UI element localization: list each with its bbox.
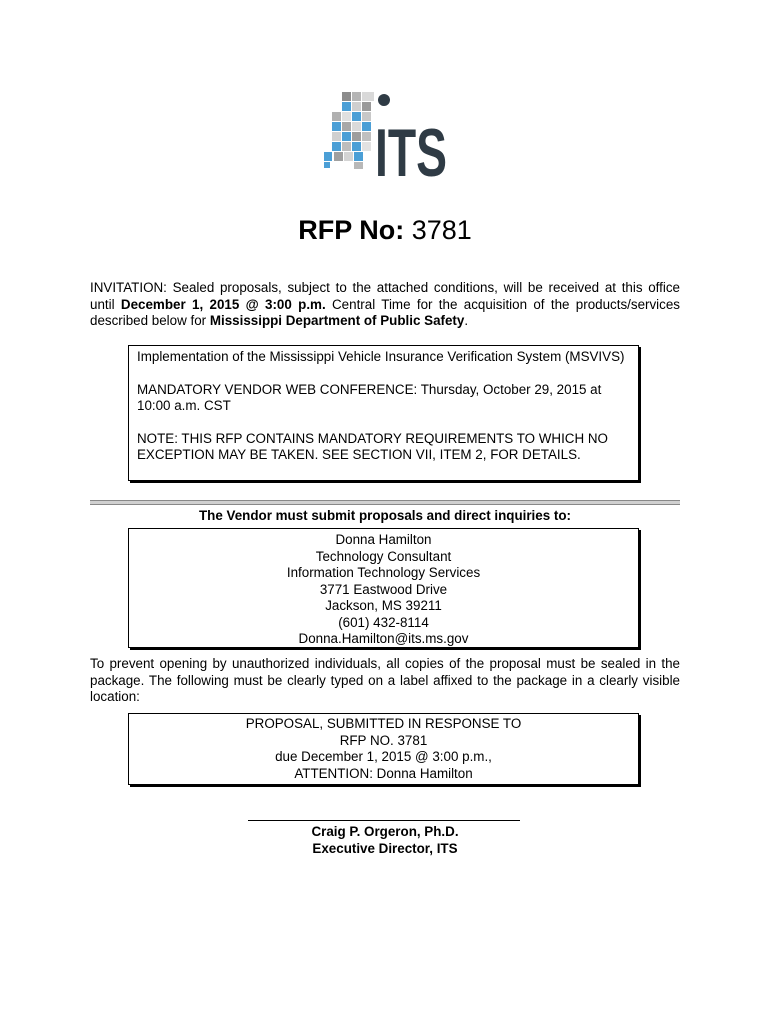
sealing-instructions: To prevent opening by unauthorized individuals, all copies of the proposal must be sealed in the package. The following must be clearly typed on a label affixed to the package in a clearly visible location:: [90, 656, 680, 704]
signatory-name: Craig P. Orgeron, Ph.D.: [311, 824, 459, 839]
invitation-text-1: INVITATION: Sealed proposals, subject to the attached conditions, will be received at this office until: [90, 280, 680, 312]
label-box: [128, 713, 639, 785]
agency-name: Mississippi Department of Public Safety: [209, 313, 465, 328]
contact-street: 3771 Eastwood Drive: [319, 581, 448, 597]
signature-line: [248, 820, 520, 821]
project-description: Implementation of the Mississippi Vehicle Insurance Verification System (MSVIVS): [137, 349, 625, 364]
web-conference-notice: MANDATORY VENDOR WEB CONFERENCE: Thursday, October 29, 2015 at 10:00 a.m. CST: [137, 381, 602, 413]
its-logo-text: ITS: [375, 115, 447, 191]
invitation-paragraph: [90, 280, 680, 330]
contact-city: Jackson, MS 39211: [325, 598, 442, 613]
its-logo: [320, 90, 450, 191]
label-line-1: PROPOSAL, SUBMITTED IN RESPONSE TO: [245, 716, 522, 731]
signatory-title: Executive Director, ITS: [312, 841, 458, 856]
invitation-text-2: Central Time for the acquisition of the products/services described below for: [90, 296, 680, 328]
contact-phone: (601) 432-8114: [338, 614, 429, 630]
rfp-label: RFP No:: [298, 215, 405, 245]
label-line-4: ATTENTION: Donna Hamilton: [294, 765, 473, 781]
page-title: [0, 213, 770, 247]
rfp-number: 3781: [411, 215, 472, 245]
deadline: December 1, 2015 @ 3:00 p.m.: [120, 296, 326, 312]
label-line-2: RFP NO. 3781: [339, 732, 428, 748]
submit-heading: The Vendor must submit proposals and direct inquiries to:: [198, 508, 571, 523]
label-line-3: due December 1, 2015 @ 3:00 p.m.,: [275, 749, 492, 764]
description-box: [128, 345, 639, 481]
contact-org: Information Technology Services: [286, 565, 481, 580]
invitation-text-3: .: [464, 313, 469, 328]
contact-role: Technology Consultant: [315, 548, 452, 564]
contact-email[interactable]: Donna.Hamilton@its.ms.gov: [298, 631, 469, 646]
contact-box: [128, 528, 639, 648]
mandatory-requirements-note: NOTE: THIS RFP CONTAINS MANDATORY REQUIREMENTS TO WHICH NO EXCEPTION MAY BE TAKEN. SEE SECTION VII, ITEM 2, FOR DETAILS.: [137, 430, 608, 462]
mississippi-map-logo-icon: [324, 92, 374, 169]
signature-block: [0, 823, 770, 857]
contact-name: Donna Hamilton: [335, 532, 432, 547]
section-divider: [90, 500, 680, 505]
